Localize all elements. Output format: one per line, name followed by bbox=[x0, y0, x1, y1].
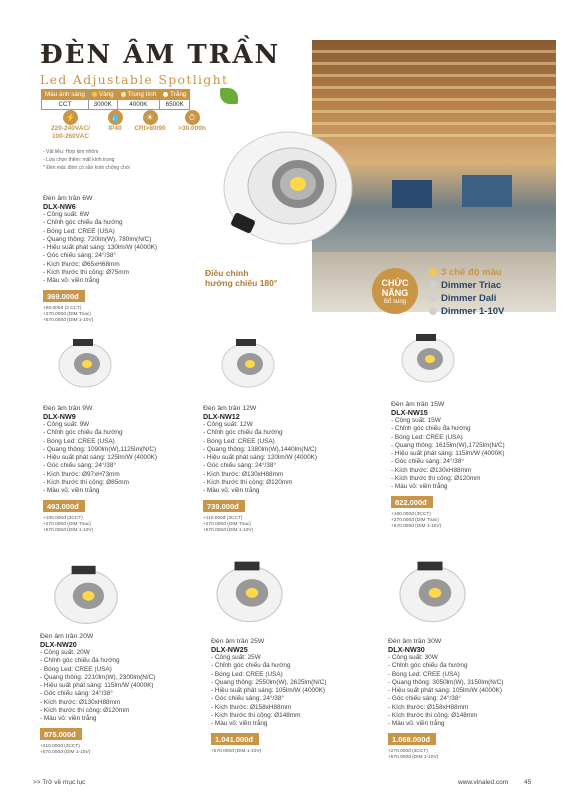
cct-header-warm: Vàng bbox=[88, 90, 117, 100]
function-item: Dimmer Triac bbox=[429, 279, 504, 292]
footer-site bbox=[458, 779, 531, 786]
page-subtitle: Led Adjustable Spotlight bbox=[40, 72, 229, 87]
spec-lifetime: ⏱ >30.000h bbox=[172, 110, 212, 133]
product-dlx-nw25: Đèn âm trần 25W DLX-NW25 - Công suất: 25W - Chỉnh góc chiếu đa hướng - Bóng Led: CREE (USA) - Quang thông: 2550lm(W), 2625lm(N/C) - Hiệu suất phát sáng: 105lm/W (4000K) - Góc chiếu sáng: 24°/38° - Kích thước: Ø158xH88mm - Kích thước thi công: Ø148mm - Màu vỏ: viền trắng 1.041.000đ +570.000đ (DIM 1-10V) bbox=[211, 638, 327, 754]
product-image-nw12 bbox=[218, 335, 278, 390]
function-item: Dimmer Dali bbox=[429, 292, 504, 305]
adjust-angle-label: Điều chỉnh hướng chiếu 180° bbox=[205, 268, 278, 288]
price-options: +100.000đ (3CCT) +270.000đ (DIM Triac) +570.000đ (DIM 1-10V) bbox=[43, 515, 94, 533]
price-options: +160.000đ (3CCT) +270.000đ (DIM Triac) +570.000đ (DIM 1-10V) bbox=[391, 511, 442, 529]
product-dlx-nw9: Đèn âm trần 9W DLX-NW9 - Công suất: 9W - Chỉnh góc chiếu đa hướng - Bóng Led: CREE (USA) - Quang thông: 1090lm(W),1125lm(N/C) - Hiệu suất phát sáng: 125lm/W (4000K) - Góc chiếu sáng: 24°/38° - Kích thước: Ø97xH73mm - Kích thước thi công: Ø85mm - Màu vỏ: viền trắng 493.000đ +100.000đ (3CCT) +270.000đ (DIM Triac) +570.000đ (DIM 1-10V) bbox=[43, 405, 158, 533]
spec-voltage: ⚡ 220-240VAC/ 100-260VAC bbox=[48, 110, 93, 141]
cct-header-label: Màu ánh sáng bbox=[42, 90, 89, 100]
price-tag: 1.041.000đ bbox=[211, 733, 259, 745]
dimmer-icon bbox=[429, 281, 437, 289]
function-item: Dimmer 1-10V bbox=[429, 305, 504, 318]
dimmer-icon bbox=[429, 307, 437, 315]
price-tag: 369.000đ bbox=[43, 290, 85, 302]
price-tag: 875.000đ bbox=[40, 728, 82, 740]
cct-table bbox=[41, 89, 190, 110]
page-title: ĐÈN ÂM TRẦN bbox=[40, 40, 281, 70]
product-image-nw30 bbox=[395, 555, 470, 627]
neutral-dot-icon bbox=[121, 92, 126, 97]
eco-leaf-icon bbox=[220, 88, 238, 104]
spec-ip: 💧 IP40 bbox=[100, 110, 130, 133]
color-mode-icon bbox=[429, 268, 437, 276]
bolt-icon: ⚡ bbox=[63, 110, 78, 125]
price-tag: 493.000đ bbox=[43, 500, 85, 512]
product-image-nw15 bbox=[398, 330, 458, 385]
product-dlx-nw15: Đèn âm trần 15W DLX-NW15 - Công suất: 15W - Chỉnh góc chiếu đa hướng - Bóng Led: CREE (USA) - Quang thông: 1615lm(W),1725lm(N/C) - Hiệu suất phát sáng: 115lm/W (4000K) - Góc chiếu sáng: 24°/38° - Kích thước: Ø130xH88mm - Kích thước thi công: Ø120mm - Màu vỏ: viền trắng 822.000đ +160.000đ (3CCT) +270.000đ (DIM Triac) +570.000đ (DIM 1-10V) bbox=[391, 401, 505, 529]
product-dlx-nw12: Đèn âm trần 12W DLX-NW12 - Công suất: 12W - Chỉnh góc chiếu đa hướng - Bóng Led: CREE (USA) - Quang thông: 1380lm(W),1440lm(N/C) - Hiệu suất phát sáng: 120lm/W (4000K) - Góc chiếu sáng: 24°/38° - Kích thước: Ø130xH88mm - Kích thước thi công: Ø120mm - Màu vỏ: viền trắng 739.000đ +110.000đ (3CCT) +270.000đ (DIM Triac) +570.000đ (DIM 1-10V) bbox=[203, 405, 318, 533]
price-options: +110.000đ (3CCT) +270.000đ (DIM Triac) +570.000đ (DIM 1-10V) bbox=[203, 515, 254, 533]
price-options: +90.000đ (3 CCT) +270.000đ (DIM Triac) +570.000đ (DIM 1-10V) bbox=[43, 305, 94, 323]
cct-6500k: 6500K bbox=[160, 100, 190, 110]
price-options: +270.000đ (3CCT) +570.000đ (DIM 1-10V) bbox=[388, 748, 439, 760]
material-notes: - Vật liệu: Hợp kim nhôm - Lựa chọn thêm: mặt kính trong * Đèn mặc định có sẵn kính chống chói bbox=[43, 149, 130, 171]
cct-3000k: 3000K bbox=[88, 100, 117, 110]
cct-header-neutral: Trung tính bbox=[117, 90, 159, 100]
cct-row-label: CCT bbox=[42, 100, 89, 110]
clock-icon: ⏱ bbox=[185, 110, 200, 125]
spotlight-hero-image bbox=[218, 128, 368, 258]
website-link[interactable]: www.vinaled.com bbox=[458, 779, 509, 786]
function-list bbox=[429, 266, 504, 318]
droplet-icon: 💧 bbox=[108, 110, 123, 125]
cool-dot-icon bbox=[163, 92, 168, 97]
cct-4000k: 4000K bbox=[117, 100, 159, 110]
price-tag: 739.000đ bbox=[203, 500, 245, 512]
price-tag: 1.068.000đ bbox=[388, 733, 436, 745]
spec-cri: ☀ CRI>80/90 bbox=[130, 110, 170, 133]
product-dlx-nw6: Đèn âm trần 6W DLX-NW6 - Công suất: 6W - Chỉnh góc chiếu đa hướng - Bóng Led: CREE (USA) - Quang thông: 720lm(W), 780lm(N/C) - Hiệu suất phát sáng: 130lm/W (4000K) - Góc chiếu sáng: 24°/38° - Kích thước: Ø65xH68mm - Kích thước thi công: Ø75mm - Màu vỏ: viền trắng 369.000đ +90.000đ (3 CCT) +270.000đ (DIM Triac) +570.000đ (DIM 1-10V) bbox=[43, 195, 158, 323]
cct-header-cool: Trắng bbox=[160, 90, 190, 100]
product-image-nw25 bbox=[212, 555, 287, 627]
page-number: 45 bbox=[524, 779, 532, 786]
function-badge: CHỨC NĂNG Bổ sung bbox=[372, 268, 418, 314]
sun-icon: ☀ bbox=[143, 110, 158, 125]
price-options: +210.000đ (3CCT) +570.000đ (DIM 1-10V) bbox=[40, 743, 91, 755]
dimmer-icon bbox=[429, 294, 437, 302]
price-options: +570.000đ (DIM 1-10V) bbox=[211, 748, 262, 754]
product-dlx-nw30: Đèn âm trần 30W DLX-NW30 - Công suất: 30W - Chỉnh góc chiếu đa hướng - Bóng Led: CREE (USA) - Quang thông: 3050lm(W), 3150lm(N/C) - Hiệu suất phát sáng: 105lm/W (4000K) - Góc chiếu sáng: 24°/38° - Kích thước: Ø158xH88mm - Kích thước thi công: Ø148mm - Màu vỏ: viền trắng 1.068.000đ +270.000đ (3CCT) +570.000đ (DIM 1-10V) bbox=[388, 638, 504, 760]
product-dlx-nw20: Đèn âm trần 20W DLX-NW20 - Công suất: 20W - Chỉnh góc chiếu đa hướng - Bóng Led: CREE (USA) - Quang thông: 2210lm(W), 2300lm(N/C) - Hiệu suất phát sáng: 115lm/W (4000K) - Góc chiếu sáng: 24°/38° - Kích thước: Ø130xH88mm - Kích thước thi công: Ø120mm - Màu vỏ: viền trắng 875.000đ +210.000đ (3CCT) +570.000đ (DIM 1-10V) bbox=[40, 633, 156, 755]
back-to-toc-link[interactable]: >> Trở về mục lục bbox=[33, 779, 86, 786]
warm-dot-icon bbox=[92, 92, 97, 97]
function-item: 3 chế độ màu bbox=[429, 266, 504, 279]
product-image-nw20 bbox=[50, 560, 122, 628]
product-image-nw9 bbox=[55, 335, 115, 390]
price-tag: 822.000đ bbox=[391, 496, 433, 508]
